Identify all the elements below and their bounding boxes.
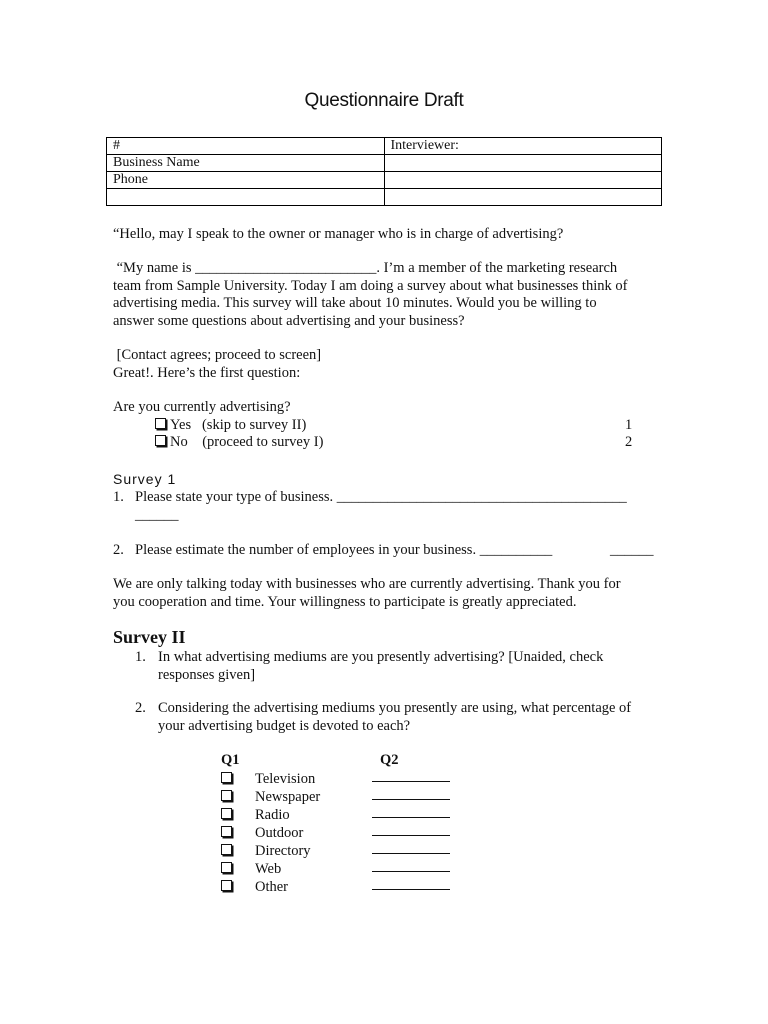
medium-label: Newspaper xyxy=(255,789,321,805)
intro-line: answer some questions about advertising and your business? xyxy=(113,312,465,329)
checkbox-icon[interactable] xyxy=(221,808,232,819)
survey1-q1-continuation: ______ xyxy=(135,507,179,523)
hash-cell: # xyxy=(107,138,385,155)
phone-cell: Phone xyxy=(107,172,385,189)
contact-instruction: [Contact agrees; proceed to screen] xyxy=(113,347,322,363)
percentage-blank[interactable] xyxy=(372,780,450,782)
intro-paragraph xyxy=(113,260,627,330)
column-header-q1: Q1 xyxy=(221,752,240,768)
percentage-blank[interactable] xyxy=(372,870,450,872)
medium-row[interactable] xyxy=(221,824,304,842)
screen-question: Are you currently advertising? xyxy=(113,399,291,415)
percentage-blank[interactable] xyxy=(372,798,450,800)
business-name-value-cell xyxy=(384,155,662,172)
checkbox-icon[interactable] xyxy=(221,862,232,873)
survey1-heading: Survey 1 xyxy=(113,471,177,487)
medium-row[interactable] xyxy=(221,878,289,896)
column-header-q2: Q2 xyxy=(380,752,399,768)
medium-row[interactable] xyxy=(221,806,290,824)
thanks-line: you cooperation and time. Your willingness to participate is greatly appreciated. xyxy=(113,593,577,610)
greeting-text: “Hello, may I speak to the owner or manager who is in charge of advertising? xyxy=(113,226,564,242)
survey2-q2-number: 2. xyxy=(135,700,146,716)
medium-label: Radio xyxy=(255,807,290,823)
intro-line: team from Sample University. Today I am doing a survey about what businesses think of xyxy=(113,277,628,294)
contact-block xyxy=(113,347,321,382)
percentage-blank[interactable] xyxy=(372,816,450,818)
checkbox-icon[interactable] xyxy=(221,772,232,783)
survey2-q1-line: responses given] xyxy=(158,666,256,683)
percentage-blank[interactable] xyxy=(372,852,450,854)
survey1-q2-text: Please estimate the number of employees in your business. __________ xyxy=(135,542,553,558)
medium-row[interactable] xyxy=(221,770,316,788)
checkbox-icon[interactable] xyxy=(155,418,166,429)
checkbox-icon[interactable] xyxy=(221,826,232,837)
option-label: Yes (skip to survey II) xyxy=(170,417,307,433)
survey1-q2-blank: ______ xyxy=(610,542,654,558)
medium-row[interactable] xyxy=(221,842,311,860)
survey2-q1-text xyxy=(158,649,603,684)
phone-value-cell xyxy=(384,172,662,189)
survey2-heading: Survey II xyxy=(113,627,186,647)
checkbox-icon[interactable] xyxy=(221,880,232,891)
medium-row[interactable] xyxy=(221,860,282,878)
thanks-line: We are only talking today with businesses who are currently advertising. Thank you for xyxy=(113,576,621,592)
screen-option[interactable] xyxy=(155,434,323,452)
medium-row[interactable] xyxy=(221,788,321,806)
survey1-q1-number: 1. xyxy=(113,489,124,505)
interviewer-cell: Interviewer: xyxy=(384,138,662,155)
medium-label: Directory xyxy=(255,843,311,859)
checkbox-icon[interactable] xyxy=(221,844,232,855)
first-question-intro: Great!. Here’s the first question: xyxy=(113,364,301,381)
medium-label: Other xyxy=(255,879,289,895)
medium-label: Outdoor xyxy=(255,825,304,841)
survey1-q1-text: Please state your type of business. ________________________________________ xyxy=(135,489,627,505)
screen-option[interactable] xyxy=(155,417,306,435)
option-code: 2 xyxy=(625,434,633,450)
survey2-q1-number: 1. xyxy=(135,649,146,665)
survey2-q2-text xyxy=(158,700,631,735)
medium-label: Web xyxy=(255,861,282,877)
empty-cell xyxy=(107,189,385,206)
medium-label: Television xyxy=(255,771,316,787)
survey2-q2-line: Considering the advertising mediums you presently are using, what percentage of xyxy=(158,700,632,716)
survey1-q2-number: 2. xyxy=(113,542,124,558)
option-label: No (proceed to survey I) xyxy=(170,434,324,450)
thanks-paragraph xyxy=(113,576,621,611)
survey2-q1-line: In what advertising mediums are you presently advertising? [Unaided, check xyxy=(158,649,604,665)
percentage-blank[interactable] xyxy=(372,888,450,890)
checkbox-icon[interactable] xyxy=(221,790,232,801)
intro-line: “My name is _________________________. I’m a member of the marketing research xyxy=(113,260,618,276)
checkbox-icon[interactable] xyxy=(155,435,166,446)
interview-info-table xyxy=(106,137,662,206)
percentage-blank[interactable] xyxy=(372,834,450,836)
intro-line: advertising media. This survey will take about 10 minutes. Would you be willing to xyxy=(113,295,597,311)
survey2-q2-line: your advertising budget is devoted to each? xyxy=(158,717,411,734)
medium-list xyxy=(221,770,321,896)
empty-cell xyxy=(384,189,662,206)
option-code: 1 xyxy=(625,417,633,433)
page-title: Questionnaire Draft xyxy=(304,90,464,111)
business-name-cell: Business Name xyxy=(107,155,385,172)
